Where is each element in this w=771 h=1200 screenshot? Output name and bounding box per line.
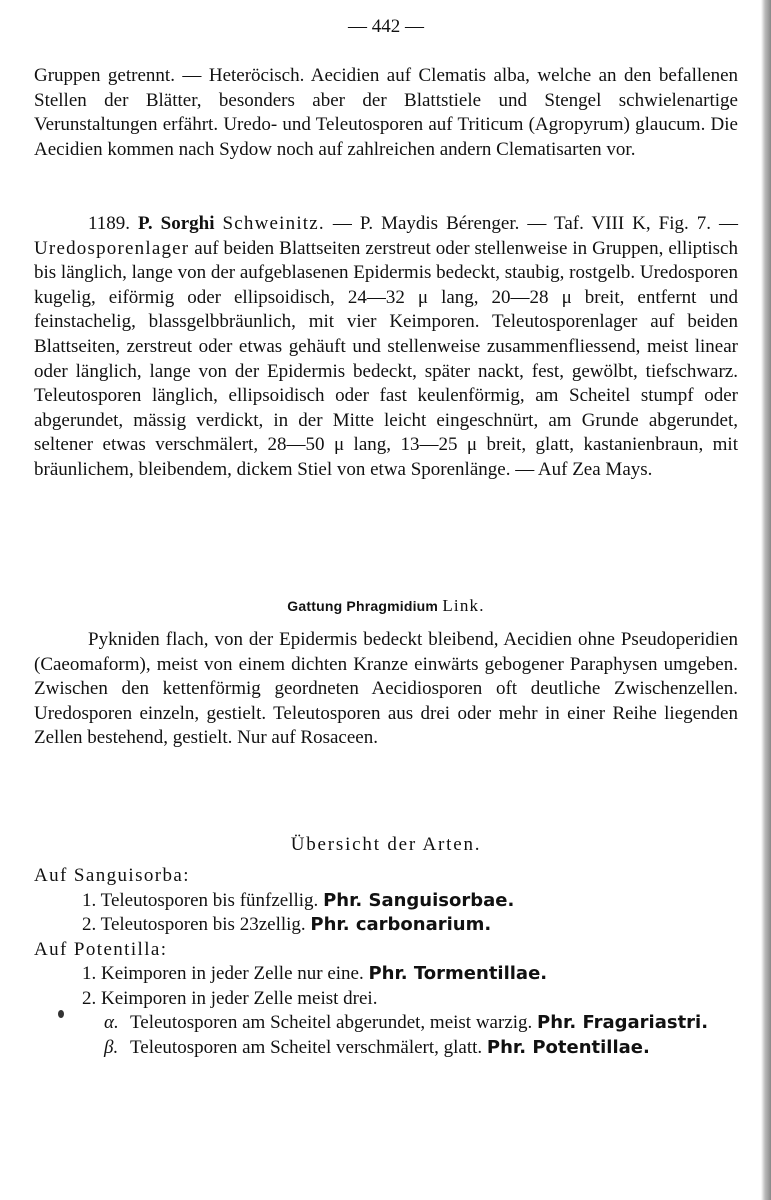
key-title: Übersicht der Arten.	[290, 834, 482, 855]
key-group-sanguisorba: Auf Sanguisorba:	[34, 865, 190, 886]
entry-number: 1189.	[88, 213, 131, 234]
key-item	[34, 987, 738, 1012]
key-item-number: 1.	[82, 963, 97, 984]
species-entry-text	[34, 212, 738, 483]
key-item	[34, 889, 738, 914]
key-item-number: 1.	[82, 889, 97, 911]
key-subitem-text: Teleutosporen am Scheitel verschmälert, glatt.	[130, 1036, 483, 1058]
key-item-text: Keimporen in jeder Zelle nur eine.	[101, 963, 364, 984]
key-item-text: Keimporen in jeder Zelle meist drei.	[101, 987, 378, 1009]
key-subitem-taxon: Phr. Potentillae.	[486, 1036, 650, 1058]
key-subitem	[34, 1011, 738, 1036]
key-item-text: Teleutosporen bis 23zellig.	[100, 914, 306, 935]
description-text: auf beiden Blattseiten zerstreut oder stellenweise in Gruppen, elliptisch bis länglich, lange von der aufgeblasenen Epidermis bedeckt, staubig, rostgelb. Uredosporen kugelig, eiförmig oder ellipsoidisch, 24—32 μ lang, 20—28 μ breit, entfernt und feinstachelig, blassgelbbräunlich, mit vier Keimporen. Teleutosporenlager auf beiden Blattseiten, zerstreut oder etwas gehäuft und stellenweise zusammenfliessend, meist linear oder länglich, lange von der Epidermis bedeckt, später nackt, fest, gewölbt, tiefschwarz. Teleutosporen länglich, ellipsoidisch oder fast keulenförmig, am Scheitel stumpf oder abgerundet, mässig verdickt, in der Mitte leicht eingeschnürt, am Grunde abgerundet, seltener etwas verschmälert, 28—50 μ lang, 13—25 μ breit, glatt, kastanienbraun, mit bräunlichem, bleibendem, dickem Stiel von etwa Sporenlänge. — Auf Zea Mays.	[34, 237, 738, 480]
page-number: — 442 —	[348, 16, 424, 37]
genus-heading	[34, 596, 738, 616]
genus-text: Pykniden flach, von der Epidermis bedeckt bleibend, Aecidien ohne Pseudoperidien (Caeomaform), meist von einem dichten Kranze einwärts gebogener Paraphysen umgeben. Zwischen den kettenförmig geordneten Aecidiosporen oft deutliche Zwischenzellen. Uredosporen einzeln, gestielt. Teleutosporen aus drei oder mehr in einer Reihe liegenden Zellen bestehend, gestielt. Nur auf Rosaceen.	[34, 629, 738, 749]
key-item-number: 2.	[82, 987, 97, 1009]
species-key	[34, 864, 738, 1060]
key-group-potentilla: Auf Potentilla:	[34, 938, 168, 960]
species-name: P. Sorghi	[138, 213, 215, 234]
key-item-number: 2.	[82, 914, 97, 935]
key-subitem-letter: β.	[104, 1036, 119, 1058]
genus-description	[34, 628, 738, 751]
key-subitem	[34, 1036, 738, 1061]
page-edge-shadow	[761, 0, 771, 1200]
species-entry-1189	[34, 212, 738, 483]
ink-spot	[58, 1010, 64, 1018]
uredo-heading: Uredosporenlager	[34, 237, 190, 259]
paragraph-clematis	[34, 64, 738, 162]
genus-author: Link.	[442, 596, 485, 615]
synonym-text: — P. Maydis Bérenger. — Taf. VIII K, Fig. 7. —	[324, 213, 738, 234]
key-item	[34, 962, 738, 987]
key-subitem-taxon: Phr. Fragariastri.	[537, 1012, 709, 1033]
key-item-taxon: Phr. carbonarium.	[310, 914, 492, 935]
key-item	[34, 913, 738, 938]
key-item-taxon: Phr. Sanguisorbae.	[323, 889, 515, 911]
key-item-text: Teleutosporen bis fünfzellig.	[100, 889, 319, 911]
paragraph-text: Gruppen getrennt. — Heteröcisch. Aecidien auf Clematis alba, welche an den befallenen Stellen der Blätter, besonders aber der Blattstiele und Stengel schwielenartige Verunstaltungen erfährt. Uredo- und Teleutosporen auf Triticum (Agropyrum) glaucum. Die Aecidien kommen nach Sydow noch auf zahlreichen andern Clematisarten vor.	[34, 65, 738, 160]
genus-label: Gattung Phragmidium	[287, 598, 439, 614]
key-subitem-text: Teleutosporen am Scheitel abgerundet, meist warzig.	[130, 1012, 533, 1033]
key-subitem-letter: α.	[104, 1012, 119, 1033]
species-author: Schweinitz.	[222, 213, 325, 234]
key-item-taxon: Phr. Tormentillae.	[368, 963, 548, 984]
